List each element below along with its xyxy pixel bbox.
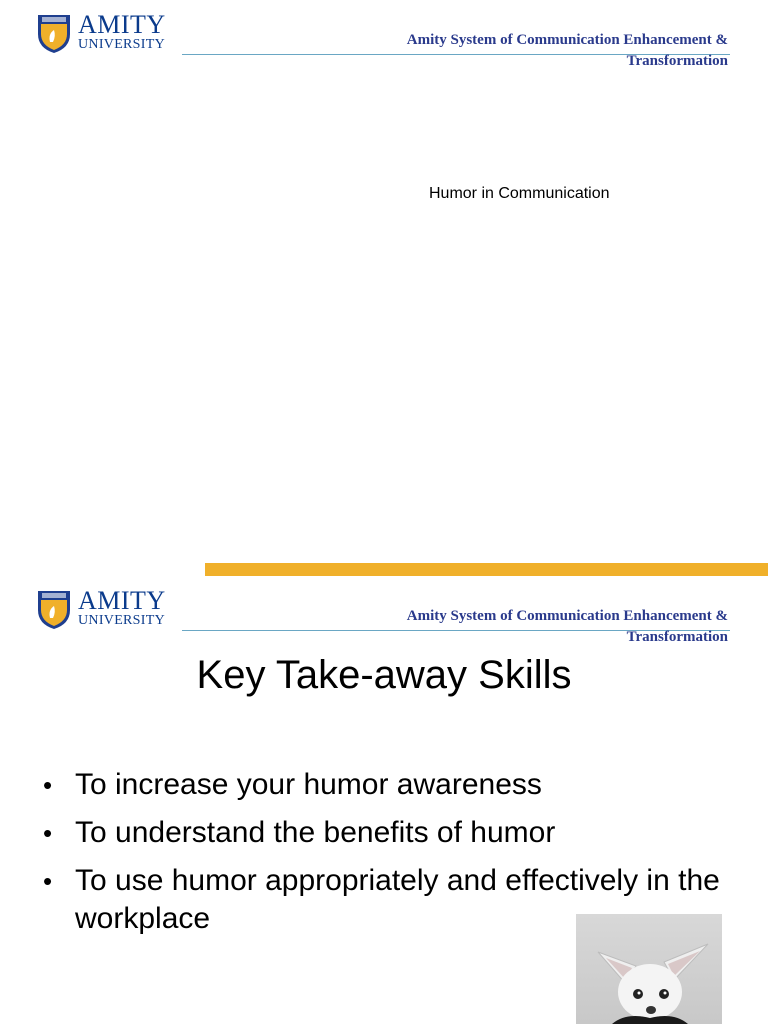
bullet-text: To use humor appropriately and effectively in the workplace: [75, 864, 720, 935]
logo-subtitle: UNIVERSITY: [78, 613, 165, 628]
slide-subtitle: Humor in Communication: [429, 185, 610, 202]
bullet-icon: •: [43, 770, 53, 800]
slide-2: [0, 576, 768, 1024]
bullet-text: To understand the benefits of humor: [75, 816, 556, 849]
header-title-line2: Transformation: [626, 629, 728, 645]
logo-name: AMITY: [78, 10, 166, 39]
logo-subtitle: UNIVERSITY: [78, 37, 165, 52]
amity-shield-icon: [36, 588, 72, 630]
bullet-item: [40, 814, 740, 852]
bullet-item: [40, 766, 740, 804]
header-title: [308, 606, 728, 648]
accent-bar: [205, 563, 768, 576]
slide-title: Key Take-away Skills: [196, 653, 572, 697]
header-title-line1: Amity System of Communication Enhancement &: [406, 608, 728, 624]
bullet-text: To increase your humor awareness: [75, 768, 542, 801]
chihuahua-image: [576, 914, 722, 1024]
header-title-line1: Amity System of Communication Enhancement &: [406, 32, 728, 48]
dog-photo: [576, 914, 722, 1024]
logo-name: AMITY: [78, 586, 166, 615]
amity-shield-icon: [36, 12, 72, 54]
amity-logo: [36, 588, 176, 632]
header-title: [308, 30, 728, 72]
header-title-line2: Transformation: [626, 53, 728, 69]
amity-logo: [36, 12, 176, 56]
bullet-icon: •: [43, 866, 53, 896]
bullet-icon: •: [43, 818, 53, 848]
